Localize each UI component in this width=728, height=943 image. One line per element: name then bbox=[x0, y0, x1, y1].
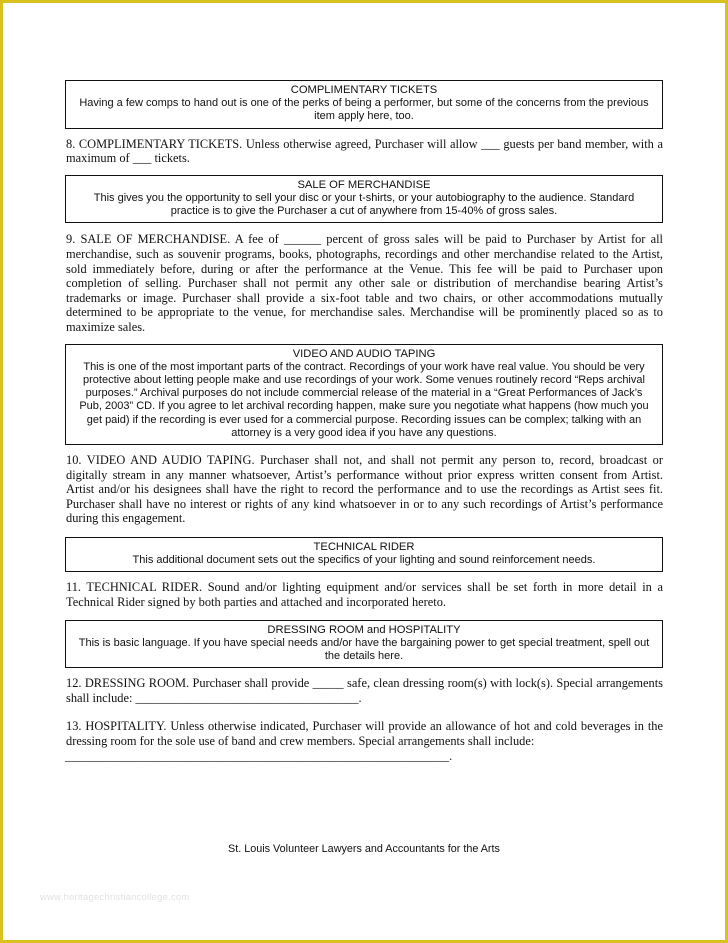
clause-11-technical-rider: 11. TECHNICAL RIDER. Sound and/or lighting equipment and/or services shall be set forth in more detail in a Technical Rider signed by both parties and attached and incorporated hereto. bbox=[66, 580, 663, 609]
note-video-audio-taping bbox=[65, 344, 663, 445]
note-body: This gives you the opportunity to sell your disc or your t-shirts, or your autobiography to the audience. Standard practice is to give the Purchaser a cut of anywhere from 15-40% of gross sales. bbox=[93, 192, 635, 218]
clause-10-video-audio-taping: 10. VIDEO AND AUDIO TAPING. Purchaser shall not, and shall not permit any person to, record, broadcast or digitally stream in any manner whatsoever, Artist’s performance without prior express written consent from Artist. Artist and/or his designees shall have the right to record the performance and to use the recordings as Artist sees fit. Purchaser shall have no interest or rights of any kind whatsoever in or to any such recordings of Artist’s performance during this engagement. bbox=[66, 452, 663, 526]
note-body: Having a few comps to hand out is one of the perks of being a performer, but some of the concerns from the previous item apply here, too. bbox=[79, 97, 649, 123]
clause-12-dressing-room: 12. DRESSING ROOM. Purchaser shall provide _____ safe, clean dressing room(s) with lock(s). Special arrangements shall include: ____________________________________. bbox=[66, 676, 663, 705]
note-dressing-room-hospitality bbox=[65, 620, 663, 669]
special-arrangements-line: ______________________________________________________________. bbox=[65, 748, 453, 763]
note-title: COMPLIMENTARY TICKETS bbox=[290, 84, 438, 96]
note-title: TECHNICAL RIDER bbox=[313, 540, 415, 553]
note-title: DRESSING ROOM and HOSPITALITY bbox=[267, 623, 461, 636]
contract-page bbox=[65, 80, 663, 763]
watermark: www.heritagechristiancollege.com bbox=[40, 892, 190, 903]
note-sale-of-merchandise bbox=[65, 175, 663, 224]
note-body: This is basic language. If you have special needs and/or have the bargaining power to get special treatment, spell out the details here. bbox=[78, 636, 650, 662]
clause-8-complimentary-tickets: 8. COMPLIMENTARY TICKETS. Unless otherwise agreed, Purchaser will allow ___ guests per band member, with a maximum of ___ tickets. bbox=[66, 136, 663, 166]
page-footer: St. Louis Volunteer Lawyers and Accountants for the Arts bbox=[228, 843, 500, 855]
note-technical-rider bbox=[65, 537, 663, 572]
note-complimentary-tickets bbox=[65, 80, 663, 129]
clause-9-sale-of-merchandise: 9. SALE OF MERCHANDISE. A fee of ______ percent of gross sales will be paid to Purchaser by Artist for all merchandise, such as souvenir programs, books, photographs, recordings and other merchandise related to the Artist, sold immediately before, during or after the performance at the Venue. This fee will be paid to Purchaser upon completion of selling. Purchaser shall not permit any other sale or distribution of merchandise bearing Artist’s trademarks or image. Purchaser shall provide a six-foot table and two chairs, or other accommodations mutually determined to be appropriate to the venue, for merchandise sales. Merchandise will be prominently placed so as to maximize sales. bbox=[66, 232, 663, 334]
clause-13-hospitality: 13. HOSPITALITY. Unless otherwise indicated, Purchaser will provide an allowance of hot and cold beverages in the dressing room for the sole use of band and crew members. Special arrangements shall include: bbox=[66, 719, 663, 748]
note-title: SALE OF MERCHANDISE bbox=[297, 178, 431, 191]
note-body: This is one of the most important parts of the contract. Recordings of your work have real value. You should be very protective about letting people make and use recordings of your work. Some venues routinely record “Reps archival purposes.” Archival purposes do not include commercial release of the material in a “Great Performances of Jack’s Pub, 2003” CD. If you agree to let archival recording happen, make sure you negotiate what happens (how much you get paid) if the recording is ever used for a commercial purpose. Recording issues can be complex; talking with an attorney is a very good idea if you have any questions. bbox=[79, 360, 649, 439]
note-title: VIDEO AND AUDIO TAPING bbox=[292, 347, 436, 360]
note-body: This additional document sets out the specifics of your lighting and sound reinforcement needs. bbox=[132, 554, 596, 567]
